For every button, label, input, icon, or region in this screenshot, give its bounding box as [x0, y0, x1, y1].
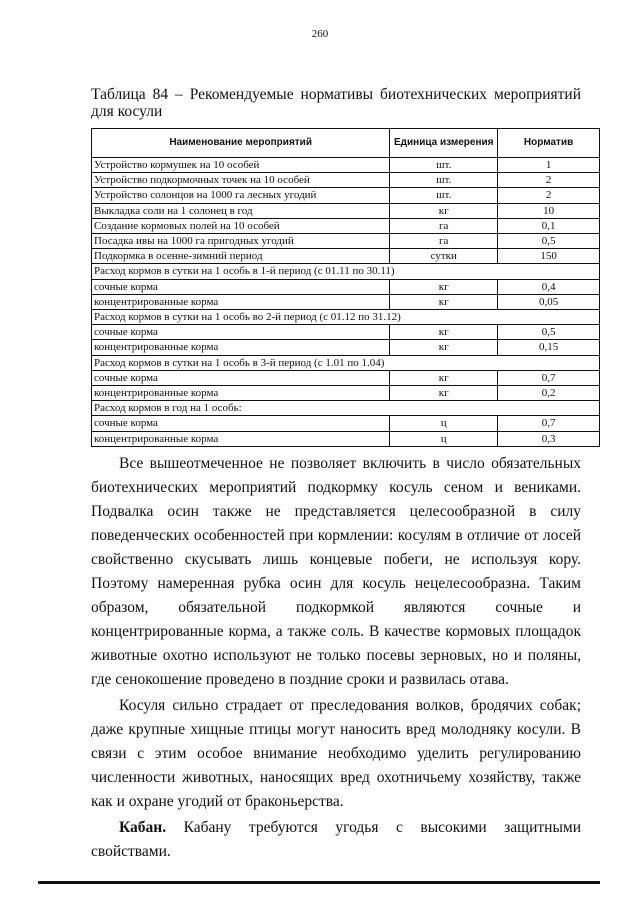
cell-norm: 0,7 — [498, 416, 600, 431]
bottom-rule — [38, 881, 600, 884]
cell-name: Устройство солонцов на 1000 га лесных угодий — [92, 188, 390, 203]
cell-norm: 0,4 — [498, 279, 600, 294]
header-norm: Норматив — [498, 129, 600, 158]
cell-norm: 0,2 — [498, 386, 600, 401]
cell-name: сочные корма — [92, 279, 390, 294]
paragraph-text: Кабану требуются угодья с высокими защитными свойствами. — [91, 819, 581, 860]
cell-name: Устройство подкормочных точек на 10 особей — [92, 173, 390, 188]
table-row — [92, 325, 600, 340]
cell-name: концентрированные корма — [92, 340, 390, 355]
cell-norm: 10 — [498, 203, 600, 218]
cell-norm: 0,1 — [498, 218, 600, 233]
table-row — [92, 294, 600, 309]
cell-norm: 150 — [498, 249, 600, 264]
cell-norm: 0,7 — [498, 370, 600, 385]
cell-unit: сутки — [390, 249, 498, 264]
cell-norm: 0,05 — [498, 294, 600, 309]
cell-unit: шт. — [390, 173, 498, 188]
cell-name: концентрированные корма — [92, 431, 390, 446]
cell-name: сочные корма — [92, 370, 390, 385]
cell-unit: кг — [390, 386, 498, 401]
table-header-row — [92, 129, 600, 158]
cell-name: Посадка ивы на 1000 га пригодных угодий — [92, 234, 390, 249]
section-title: Расход кормов в сутки на 1 особь в 1-й период (с 01.11 по 30.11) — [92, 264, 600, 279]
cell-name: концентрированные корма — [92, 386, 390, 401]
table-row — [92, 431, 600, 446]
table-row — [92, 173, 600, 188]
table-caption: Таблица 84 – Рекомендуемые нормативы биотехнических мероприятий для косули — [91, 86, 581, 120]
section-title: Расход кормов в год на 1 особь: — [92, 401, 600, 416]
table-section-row — [92, 401, 600, 416]
paragraph-lead: Кабан. — [119, 819, 167, 836]
header-name: Наименование мероприятий — [92, 129, 390, 158]
cell-norm: 0,3 — [498, 431, 600, 446]
cell-norm: 0,5 — [498, 325, 600, 340]
cell-unit: кг — [390, 279, 498, 294]
paragraph — [91, 816, 581, 864]
table-row — [92, 234, 600, 249]
cell-norm: 0,15 — [498, 340, 600, 355]
table-section-row — [92, 264, 600, 279]
table-row — [92, 203, 600, 218]
section-title: Расход кормов в сутки на 1 особь во 2-й период (с 01.12 по 31.12) — [92, 310, 600, 325]
cell-norm: 0,5 — [498, 234, 600, 249]
table-row — [92, 218, 600, 233]
cell-name: сочные корма — [92, 416, 390, 431]
cell-unit: кг — [390, 294, 498, 309]
table-section-row — [92, 355, 600, 370]
section-title: Расход кормов в сутки на 1 особь в 3-й период (с 1.01 по 1.04) — [92, 355, 600, 370]
table-row — [92, 249, 600, 264]
table-row — [92, 188, 600, 203]
paragraph-text: Все вышеотмеченное не позволяет включить в число обязательных биотехнических мероприятий подкормку косуль сеном и вениками. Подвалка осин также не представляется целесообразной в силу поведенческих особенностей при кормлении: косулям в отличие от лосей свойственно скусывать лишь концевые побеги, не используя кору. Поэтому намеренная рубка осин для косуль нецелесообразна. Таким образом, обязательной подкормкой являются сочные и концентрированные корма, а также соль. В качестве кормовых площадок животные охотно используют не только посевы зерновых, но и поляны, где сенокошение проведено в поздние сроки и развилась отава. — [91, 455, 581, 688]
table-section-row — [92, 310, 600, 325]
cell-name: Подкормка в осенне-зимний период — [92, 249, 390, 264]
table-row — [92, 386, 600, 401]
table-row — [92, 158, 600, 173]
page-number: 260 — [311, 28, 329, 40]
cell-unit: шт. — [390, 188, 498, 203]
cell-name: сочные корма — [92, 325, 390, 340]
norms-table — [91, 128, 600, 447]
table-row — [92, 279, 600, 294]
paragraph-text: Косуля сильно страдает от преследования волков, бродячих собак; даже крупные хищные птицы могут наносить вред молодняку косули. В связи с этим особое внимание необходимо уделить регулированию численности животных, наносящих вред охотничьему хозяйству, также как и охране угодий от браконьерства. — [91, 697, 581, 810]
cell-name: Устройство кормушек на 10 особей — [92, 158, 390, 173]
cell-unit: кг — [390, 370, 498, 385]
body-text — [91, 452, 581, 864]
cell-unit: га — [390, 218, 498, 233]
table-body — [92, 158, 600, 447]
cell-unit: ц — [390, 431, 498, 446]
cell-norm: 2 — [498, 173, 600, 188]
cell-unit: кг — [390, 325, 498, 340]
cell-unit: ц — [390, 416, 498, 431]
cell-unit: кг — [390, 340, 498, 355]
table-row — [92, 416, 600, 431]
cell-unit: га — [390, 234, 498, 249]
table-row — [92, 370, 600, 385]
cell-unit: шт. — [390, 158, 498, 173]
header-unit: Единица измерения — [390, 129, 498, 158]
cell-name: Создание кормовых полей на 10 особей — [92, 218, 390, 233]
cell-name: концентрированные корма — [92, 294, 390, 309]
cell-unit: кг — [390, 203, 498, 218]
paragraph — [91, 694, 581, 814]
table-row — [92, 340, 600, 355]
paragraph — [91, 452, 581, 692]
cell-norm: 1 — [498, 158, 600, 173]
cell-name: Выкладка соли на 1 солонец в год — [92, 203, 390, 218]
cell-norm: 2 — [498, 188, 600, 203]
